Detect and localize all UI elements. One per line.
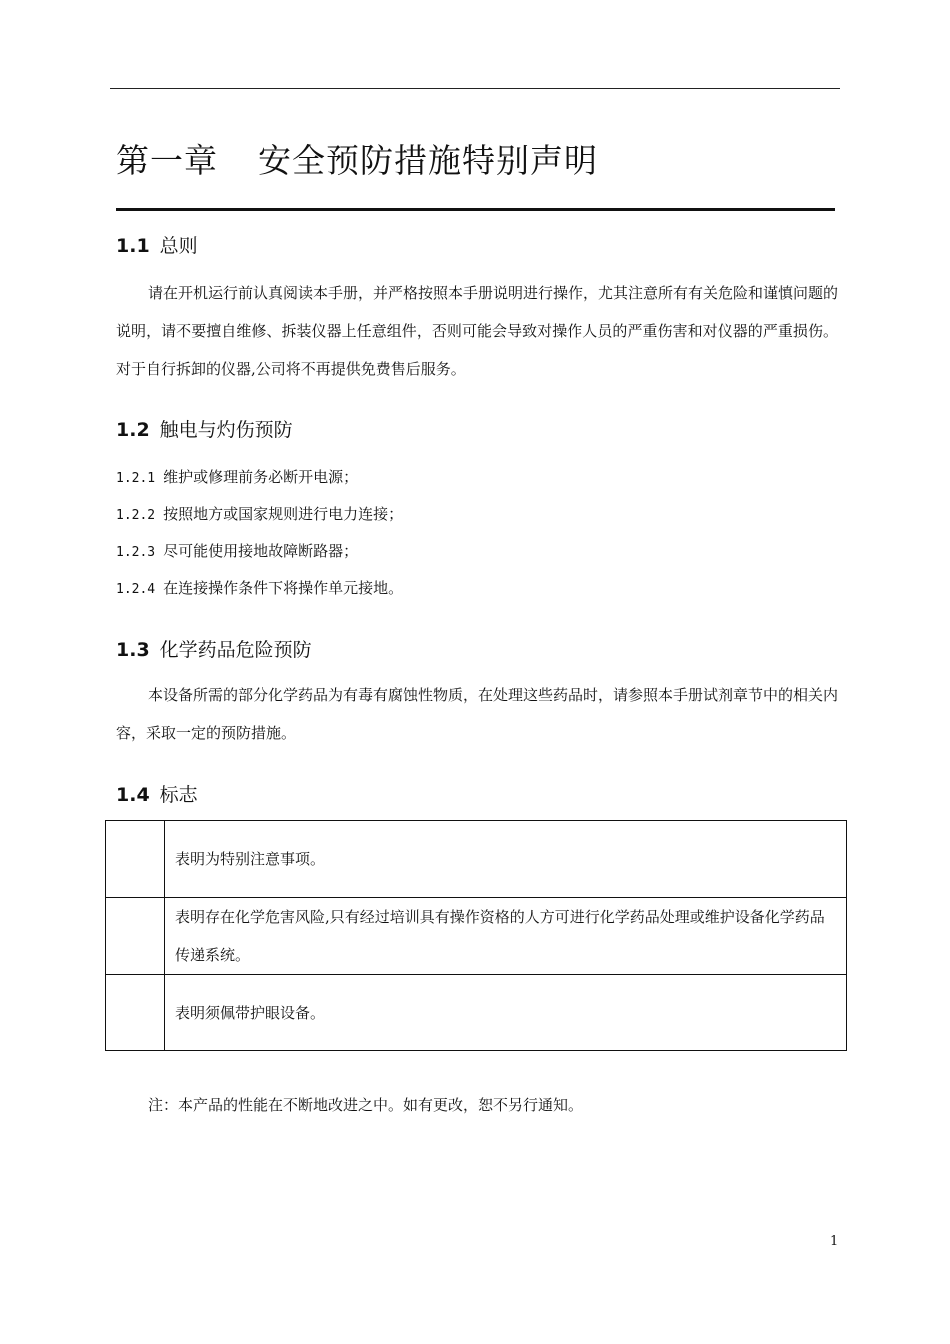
sign-row (106, 821, 847, 898)
sign-description: 表明存在化学危害风险,只有经过培训具有操作资格的人方可进行化学药品处理或维护设备化学药品传递系统。 (165, 898, 847, 975)
sign-description: 表明须佩带护眼设备。 (165, 975, 847, 1051)
list-item-text: 尽可能使用接地故障断路器； (163, 542, 359, 560)
list-item-text: 按照地方或国家规则进行电力连接； (163, 505, 404, 523)
section-heading-1-4 (116, 780, 198, 807)
chapter-label: 第一章 (116, 141, 218, 180)
list-item (116, 577, 403, 598)
section-heading-1-2 (116, 415, 293, 442)
section-number: 1.2 (116, 419, 150, 441)
header-rule (110, 88, 840, 89)
list-item-text: 在连接操作条件下将操作单元接地。 (163, 579, 404, 597)
section-title: 化学药品危险预防 (159, 639, 312, 661)
title-rule (116, 208, 835, 211)
list-item (116, 503, 403, 524)
section-number: 1.1 (116, 235, 150, 257)
list-item-text: 维护或修理前务必断开电源； (163, 468, 359, 486)
chapter-heading: 安全预防措施特别声明 (258, 141, 598, 180)
section-heading-1-3 (116, 635, 312, 662)
section-number: 1.3 (116, 639, 150, 661)
page-number: 1 (830, 1234, 839, 1249)
signs-table (105, 820, 847, 1051)
list-item-number: 1.2.1 (116, 471, 156, 486)
section-title: 标志 (159, 784, 198, 806)
list-item (116, 540, 358, 561)
chapter-title (116, 135, 598, 182)
section-number: 1.4 (116, 784, 150, 806)
general-paragraph: 请在开机运行前认真阅读本手册，并严格按照本手册说明进行操作，尤其注意所有有关危险和谨慎问题的说明，请不要擅自维修、拆装仪器上任意组件，否则可能会导致对操作人员的严重伤害和对仪器的严重损伤。对于自行拆卸的仪器,公司将不再提供免费售后服务。 (116, 284, 839, 378)
list-item-number: 1.2.4 (116, 582, 156, 597)
sign-row (106, 898, 847, 975)
section-title: 触电与灼伤预防 (159, 419, 293, 441)
chemical-hazard-icon (106, 898, 165, 975)
list-item (116, 466, 358, 487)
list-item-number: 1.2.3 (116, 545, 156, 560)
caution-icon (106, 821, 165, 898)
sign-description: 表明为特别注意事项。 (165, 821, 847, 898)
section-heading-1-1 (116, 231, 198, 258)
list-item-number: 1.2.2 (116, 508, 156, 523)
eye-protection-icon (106, 975, 165, 1051)
sign-row (106, 975, 847, 1051)
footnote: 注：本产品的性能在不断地改进之中。如有更改，恕不另行通知。 (148, 1096, 584, 1114)
section-title: 总则 (159, 235, 198, 257)
chemical-paragraph: 本设备所需的部分化学药品为有毒有腐蚀性物质，在处理这些药品时，请参照本手册试剂章节中的相关内容，采取一定的预防措施。 (116, 686, 839, 742)
